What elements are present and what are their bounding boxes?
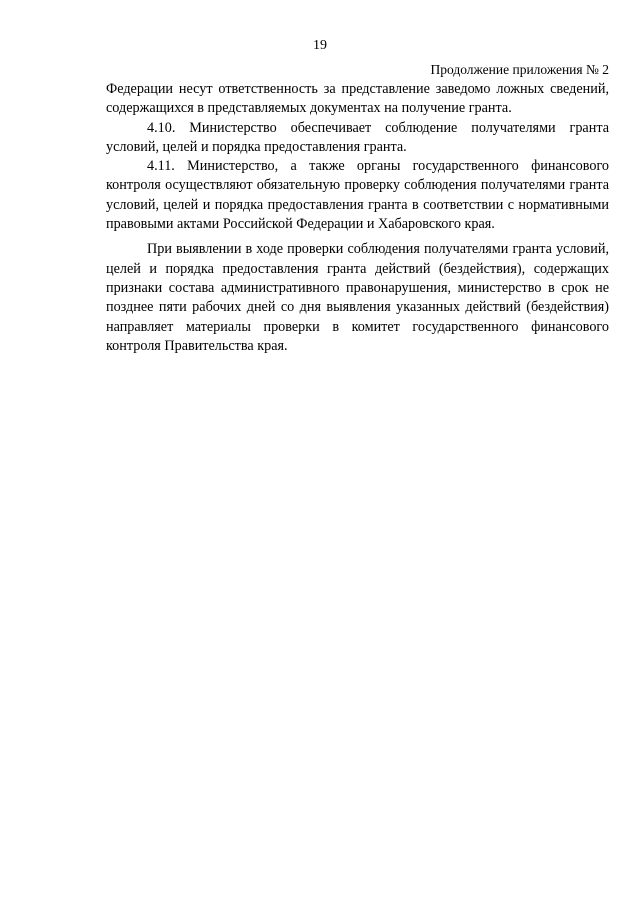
page-number: 19 [313, 38, 327, 53]
paragraph-4-11: 4.11. Министерство, а также органы государственного финансового контроля осуществляют обязательную проверку соблюдения получателями гранта условий, целей и порядка предоставления гранта в соответствии с нормативными правовыми актами Российской Федерации и Хабаровского края. [106, 158, 609, 233]
paragraph-violation-procedure: При выявлении в ходе проверки соблюдения получателями гранта условий, целей и порядка предоставления гранта действий (бездействия), содержащих признаки состава административного правонарушения, министерство в срок не позднее пяти рабочих дней со дня выявления указанных действий (бездействия) направляет материалы проверки в комитет государственного финансового контроля Правительства края. [106, 241, 609, 354]
paragraph-4-10: 4.10. Министерство обеспечивает соблюдение получателями гранта условий, целей и порядка предоставления гранта. [106, 119, 609, 155]
paragraph-continuation: Федерации несут ответственность за представление заведомо ложных сведений, содержащихся в представляемых документах на получение гранта. [106, 81, 609, 117]
appendix-continuation-note: Продолжение приложения № 2 [430, 62, 609, 77]
document-body [106, 80, 609, 356]
